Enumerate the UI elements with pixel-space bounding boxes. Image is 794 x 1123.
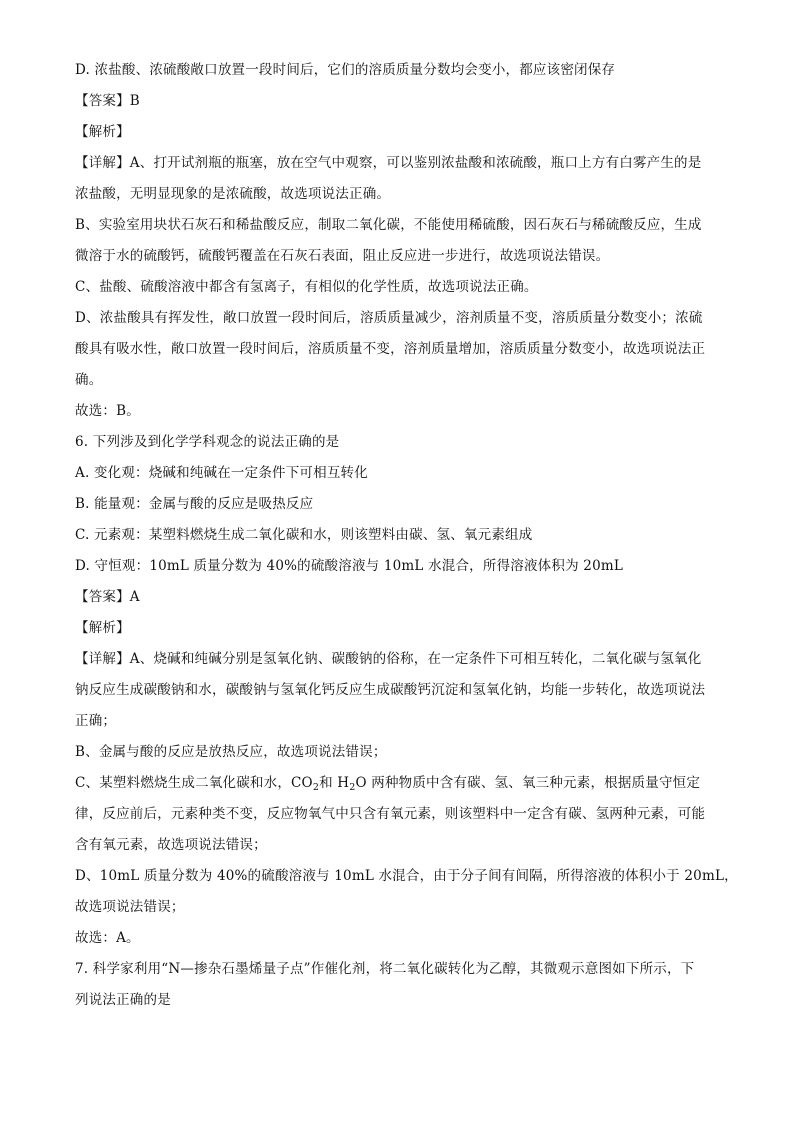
- question-6-option-d: D. 守恒观：10mL 质量分数为 40%的硫酸溶液与 10mL 水混合，所得溶液体积为 20mL: [75, 558, 624, 574]
- text-line: B、金属与酸的反应是放热反应，故选项说法错误；: [75, 744, 387, 760]
- text-line: 正确；: [75, 713, 117, 729]
- answer-label: 【答案】A: [75, 589, 140, 605]
- text-line: 【详解】A、打开试剂瓶的瓶塞，放在空气中观察，可以鉴别浓盐酸和浓硫酸，瓶口上方有白雾产生的是: [75, 155, 702, 171]
- subscript: 2: [312, 782, 320, 793]
- question-6-option-b: B. 能量观：金属与酸的反应是吸热反应: [75, 496, 314, 512]
- question-6-option-c: C. 元素观：某塑料燃烧生成二氧化碳和水，则该塑料由碳、氢、氧元素组成: [75, 527, 533, 543]
- text-line: 含有氧元素，故选项说法错误；: [75, 837, 267, 853]
- analysis-label: 【解析】: [75, 124, 130, 140]
- text-line: D、10mL 质量分数为 40%的硫酸溶液与 10mL 水混合，由于分子间有间隔，所得溶液的体积小于 20mL，: [75, 868, 738, 884]
- text-line: 微溶于水的硫酸钙，硫酸钙覆盖在石灰石表面，阻止反应进一步进行，故选项说法错误。: [75, 248, 610, 264]
- question-6-stem: 6. 下列涉及到化学学科观念的说法正确的是: [75, 434, 340, 450]
- text-line: 钠反应生成碳酸钠和水，碳酸钠与氢氧化钙反应生成碳酸钙沉淀和氢氧化钠，均能一步转化，故选项说法: [75, 682, 706, 698]
- text-line: C、盐酸、硫酸溶液中都含有氢离子，有相似的化学性质，故选项说法正确。: [75, 279, 538, 295]
- text-line: 【详解】A、烧碱和纯碱分别是氢氧化钠、碳酸钠的俗称，在一定条件下可相互转化，二氧化碳与氢氧化: [75, 651, 702, 667]
- text-line: D. 浓盐酸、浓硫酸敞口放置一段时间后，它们的溶质质量分数均会变小，都应该密闭保存: [75, 62, 616, 78]
- text-line: 酸具有吸水性，敞口放置一段时间后，溶质质量不变，溶剂质量增加，溶质质量分数变小，故选项说法正: [75, 341, 706, 357]
- text-segment: C、某塑料燃烧生成二氧化碳和水，CO: [75, 775, 313, 791]
- question-7-stem: 7. 科学家利用“N—掺杂石墨烯量子点”作催化剂，将二氧化碳转化为乙醇，其微观示意图如下所示，下: [75, 961, 695, 977]
- text-segment: 和 H: [319, 775, 350, 791]
- text-segment: O 两种物质中含有碳、氢、氧三种元素，根据质量守恒定: [355, 775, 701, 791]
- document-page: [75, 60, 738, 1021]
- question-7-stem-cont: 列说法正确的是: [75, 992, 171, 1008]
- text-line: D、浓盐酸具有挥发性，敞口放置一段时间后，溶质质量减少，溶剂质量不变，溶质质量分数变小；浓硫: [75, 310, 703, 326]
- analysis-label: 【解析】: [75, 620, 130, 636]
- text-line: 故选：B。: [75, 403, 140, 419]
- text-line: 律，反应前后，元素种类不变，反应物氧气中只含有氧元素，则该塑料中一定含有碳、氢两种元素，可能: [75, 806, 706, 822]
- text-line: 故选：A。: [75, 930, 140, 946]
- text-line: 确。: [75, 372, 103, 388]
- text-line: 故选项说法错误；: [75, 899, 185, 915]
- text-line: 浓盐酸，无明显现象的是浓硫酸，故选项说法正确。: [75, 186, 391, 202]
- question-6-option-a: A. 变化观：烧碱和纯碱在一定条件下可相互转化: [75, 465, 368, 481]
- text-line-with-formula: [75, 773, 725, 804]
- subscript: 2: [349, 782, 356, 793]
- text-line: B、实验室用块状石灰石和稀盐酸反应，制取二氧化碳，不能使用稀硫酸，因石灰石与稀硫酸反应，生成: [75, 217, 702, 233]
- answer-label: 【答案】B: [75, 93, 140, 109]
